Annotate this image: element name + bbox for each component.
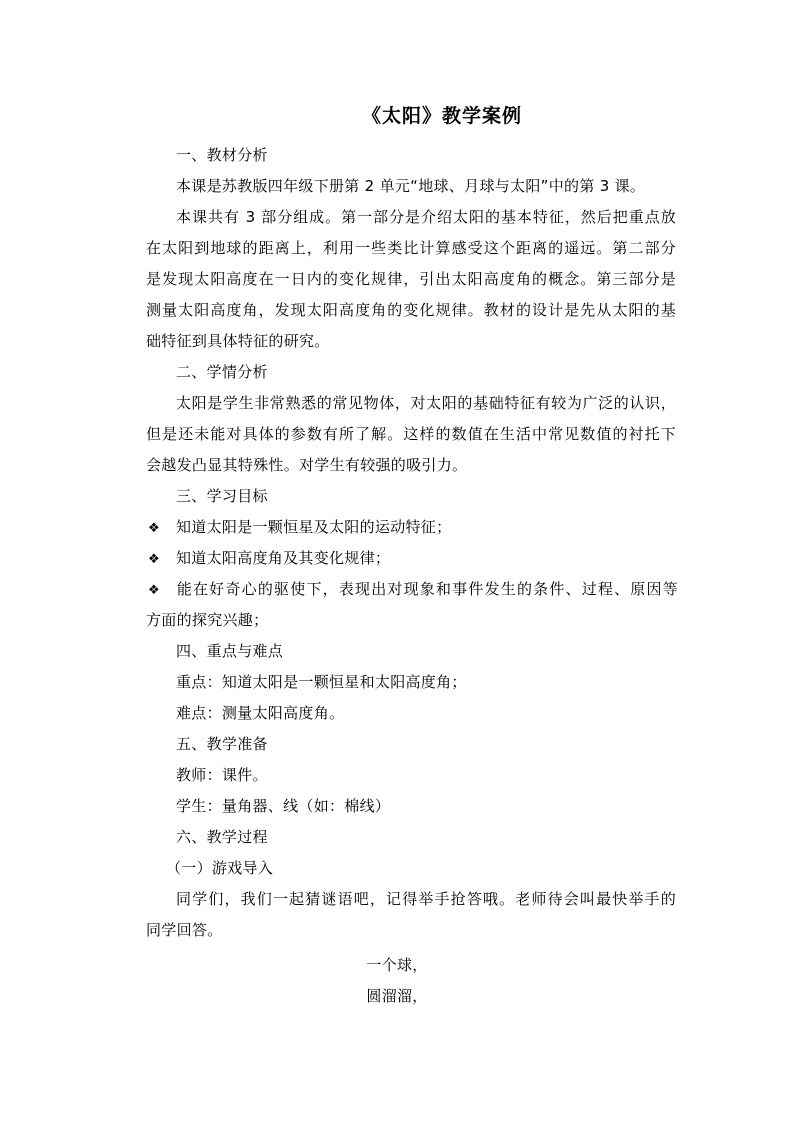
section-heading-key-points: 四、重点与难点 (176, 642, 284, 660)
riddle-line: 一个球， (366, 956, 428, 974)
paragraph-line: 本课是苏教版四年级下册第 2 单元“地球、月球与太阳”中的第 3 课。 (176, 177, 646, 195)
diamond-bullet-icon: ❖ (148, 552, 160, 567)
goal-item (148, 543, 678, 575)
goal-item (148, 512, 678, 544)
paragraph-line: 方面的探究兴趣； (146, 611, 269, 629)
subsection-heading-game-intro: （一）游戏导入 (166, 859, 274, 877)
paragraph-line: 但是还未能对具体的参数有所了解。这样的数值在生活中常见数值的衬托下 (146, 425, 676, 443)
paragraph-line: 础特征到具体特征的研究。 (146, 332, 330, 350)
paragraph-line: 测量太阳高度角，发现太阳高度角的变化规律。教材的设计是先从太阳的基 (146, 301, 676, 319)
teacher-prep: 教师：课件。 (176, 766, 268, 784)
paragraph-line: 是发现太阳高度在一日内的变化规律，引出太阳高度角的概念。第三部分是 (146, 270, 676, 288)
key-point: 重点：知道太阳是一颗恒星和太阳高度角； (176, 673, 467, 691)
diamond-bullet-icon: ❖ (148, 521, 160, 536)
goal-text: 知道太阳是一颗恒星及太阳的运动特征； (176, 518, 452, 536)
section-heading-teaching-process: 六、教学过程 (176, 828, 268, 846)
paragraph-line: 本课共有 3 部分组成。第一部分是介绍太阳的基本特征，然后把重点放 (176, 208, 676, 226)
title-text: 《太阳》教学案例 (361, 105, 522, 127)
paragraph-line: 在太阳到地球的距离上，利用一些类比计算感受这个距离的遥远。第二部分 (146, 239, 676, 257)
difficult-point: 难点：测量太阳高度角。 (176, 704, 345, 722)
student-prep: 学生：量角器、线（如：棉线） (176, 797, 391, 815)
riddle-line: 圆溜溜， (366, 987, 428, 1005)
paragraph-line: 同学们，我们一起猜谜语吧，记得举手抢答哦。老师待会叫最快举手的 (176, 890, 676, 908)
paragraph-line: 同学回答。 (146, 921, 223, 939)
section-heading-preparation: 五、教学准备 (176, 735, 268, 753)
document-title (0, 103, 794, 129)
goal-text: 知道太阳高度角及其变化规律； (176, 549, 391, 567)
paragraph-line: 会越发凸显其特殊性。对学生有较强的吸引力。 (146, 456, 468, 474)
goal-text: 能在好奇心的驱使下，表现出对现象和事件发生的条件、过程、原因等 (176, 580, 678, 598)
section-heading-learning-goals: 三、学习目标 (176, 487, 268, 505)
goal-item (148, 574, 678, 606)
diamond-bullet-icon: ❖ (148, 583, 160, 598)
paragraph-line: 太阳是学生非常熟悉的常见物体，对太阳的基础特征有较为广泛的认识， (176, 394, 676, 412)
section-heading-textbook-analysis: 一、教材分析 (176, 146, 268, 164)
section-heading-student-analysis: 二、学情分析 (176, 363, 268, 381)
